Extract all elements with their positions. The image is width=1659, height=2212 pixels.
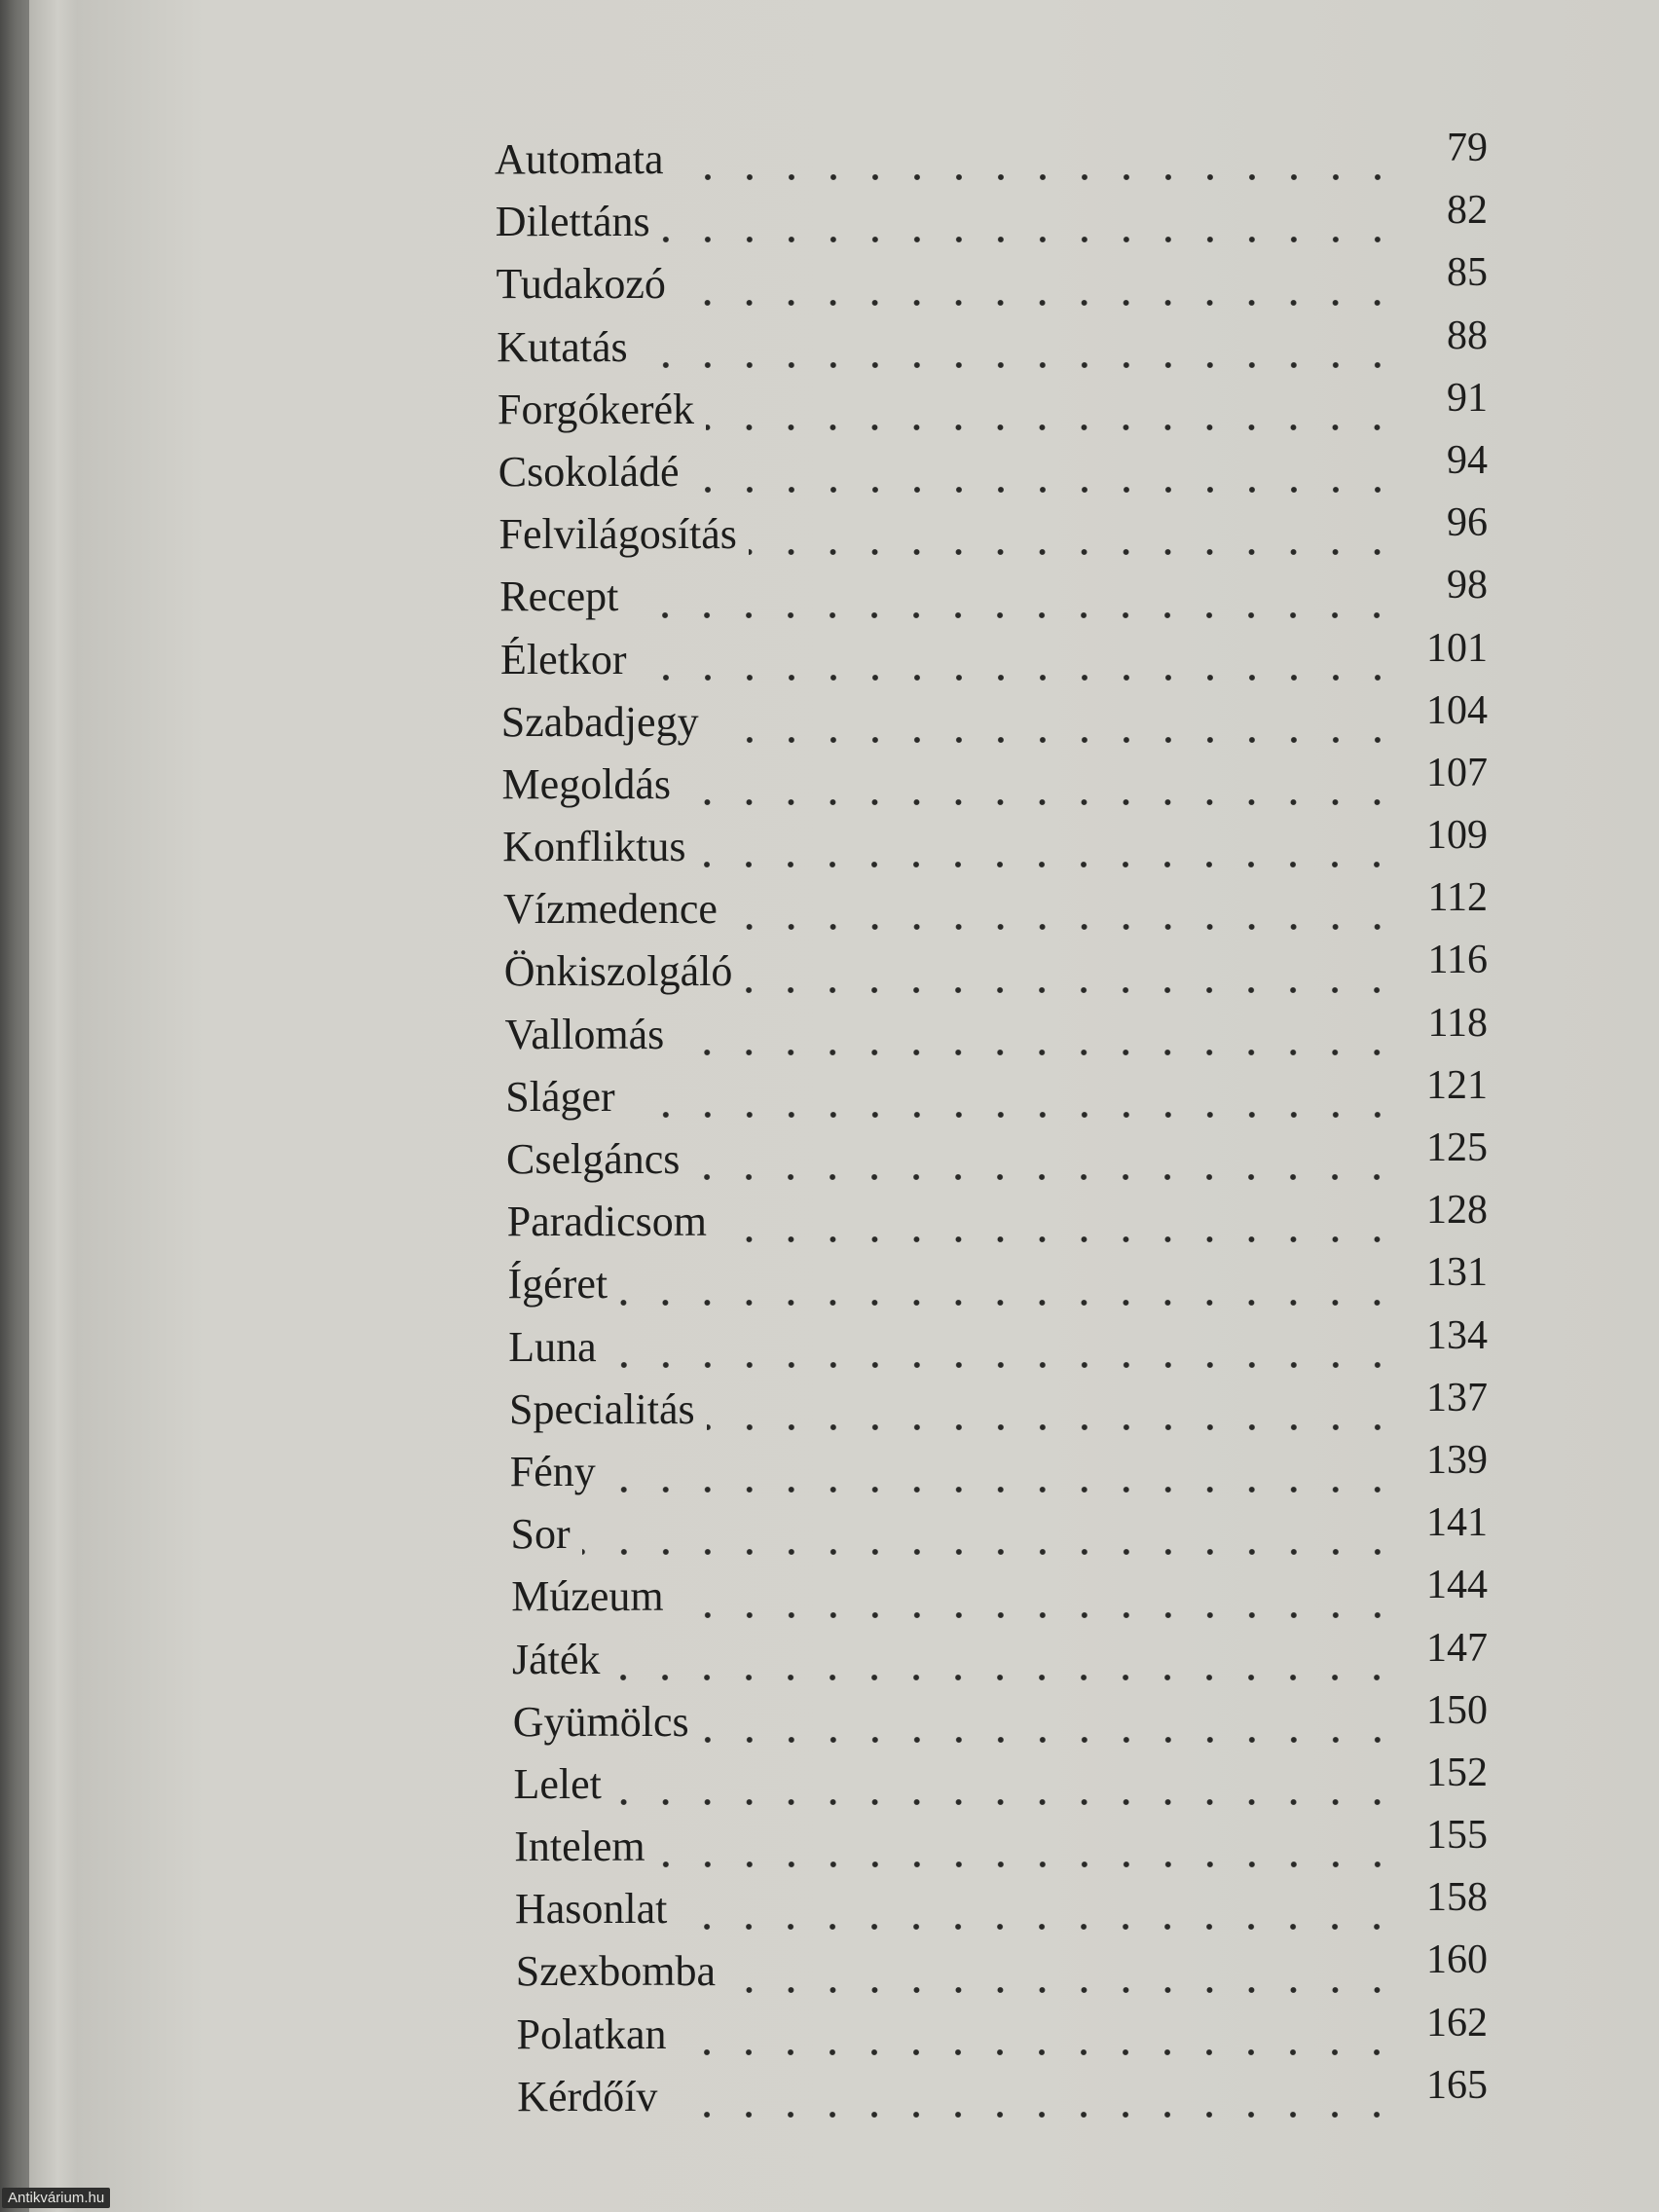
toc-entry (495, 1000, 1488, 1066)
toc-entry-title: Cselgáncs (506, 1135, 681, 1183)
toc-entry-title: Recept (499, 572, 619, 621)
toc-entry (495, 126, 1488, 191)
toc-entry-title: Specialitás (509, 1384, 695, 1433)
toc-entry (495, 1312, 1488, 1379)
toc-entry-page-number: 79 (1447, 126, 1488, 170)
toc-dot-leader (691, 1173, 1398, 1181)
toc-entry-page-number: 107 (1426, 750, 1488, 795)
toc-entry-title: Automata (495, 135, 664, 183)
toc-entry (495, 1937, 1488, 2003)
toc-dot-leader (676, 1049, 1398, 1056)
toc-entry (495, 250, 1488, 315)
toc-entry-title: Sláger (505, 1072, 615, 1121)
toc-dot-leader (676, 1611, 1398, 1619)
toc-entry-page-number: 158 (1426, 1875, 1488, 1921)
toc-entry (495, 1062, 1488, 1128)
toc-entry (495, 1188, 1488, 1253)
toc-dot-leader (697, 861, 1398, 868)
toc-entry-page-number: 147 (1426, 1625, 1488, 1671)
toc-entry-title: Vízmedence (503, 885, 718, 934)
toc-entry-page-number: 98 (1447, 563, 1488, 608)
toc-dot-leader (608, 1361, 1398, 1369)
toc-entry-title: Hasonlat (515, 1885, 668, 1934)
toc-entry-title: Forgókerék (498, 385, 695, 433)
toc-entry-page-number: 165 (1426, 2062, 1488, 2108)
toc-entry-title: Megoldás (501, 759, 672, 808)
toc-entry-page-number: 101 (1426, 625, 1488, 671)
toc-entry-page-number: 91 (1447, 375, 1488, 421)
toc-entry (495, 1563, 1488, 1628)
toc-dot-leader (582, 1548, 1398, 1556)
toc-entry-page-number: 160 (1426, 1937, 1488, 1983)
toc-dot-leader (701, 1736, 1398, 1744)
toc-entry-page-number: 104 (1426, 687, 1488, 733)
toc-entry (495, 625, 1488, 691)
toc-entry-page-number: 128 (1426, 1188, 1488, 1234)
toc-entry-title: Csokoládé (498, 447, 680, 496)
toc-entry-page-number: 85 (1447, 250, 1488, 296)
toc-entry (495, 750, 1488, 816)
toc-dot-leader (608, 1486, 1398, 1493)
toc-entry-title: Dilettáns (495, 198, 650, 246)
toc-entry (495, 313, 1488, 379)
toc-dot-leader (657, 1861, 1398, 1868)
toc-entry-title: Vallomás (504, 1010, 665, 1058)
toc-entry (495, 1125, 1488, 1191)
toc-entry-page-number: 137 (1426, 1375, 1488, 1420)
toc-entry (495, 2000, 1488, 2066)
toc-entry (495, 1250, 1488, 1315)
toc-entry (495, 1687, 1488, 1753)
toc-entry-page-number: 116 (1427, 938, 1488, 983)
toc-entry-title: Szabadjegy (500, 697, 699, 746)
toc-entry-page-number: 152 (1426, 1750, 1488, 1795)
toc-dot-leader (613, 1798, 1398, 1806)
toc-entry-title: Fény (509, 1447, 596, 1495)
toc-entry-title: Sor (510, 1510, 571, 1559)
toc-dot-leader (676, 173, 1398, 181)
toc-entry-page-number: 141 (1426, 1500, 1488, 1546)
toc-entry (495, 375, 1488, 441)
toc-entry-page-number: 139 (1426, 1437, 1488, 1483)
toc-dot-leader (611, 1674, 1398, 1681)
toc-dot-leader (749, 548, 1398, 556)
toc-entry-title: Ígéret (507, 1260, 608, 1309)
toc-dot-leader (707, 1423, 1398, 1431)
toc-entry (495, 1750, 1488, 1816)
toc-dot-leader (711, 736, 1398, 744)
toc-entry-page-number: 162 (1426, 2000, 1488, 2046)
toc-entry (495, 1437, 1488, 1503)
toc-dot-leader (669, 2111, 1398, 2119)
toc-entry-title: Kutatás (497, 322, 628, 371)
toc-entry (495, 437, 1488, 503)
toc-entry-page-number: 121 (1426, 1062, 1488, 1108)
toc-entry-title: Luna (508, 1322, 597, 1371)
toc-entry-page-number: 96 (1447, 500, 1488, 546)
toc-entry-title: Gyümölcs (512, 1697, 689, 1746)
toc-entry-title: Tudakozó (496, 260, 666, 309)
toc-entry-title: Múzeum (511, 1572, 664, 1621)
toc-entry-title: Szexbomba (515, 1947, 717, 1996)
toc-dot-leader (679, 1923, 1398, 1931)
watermark: Antikvárium.hu (2, 2188, 110, 2208)
toc-entry-page-number: 144 (1426, 1563, 1488, 1608)
toc-entry (495, 563, 1488, 628)
toc-dot-leader (729, 923, 1398, 931)
toc-entry (495, 875, 1488, 940)
toc-entry (495, 813, 1488, 878)
toc-dot-leader (630, 611, 1398, 619)
toc-dot-leader (678, 299, 1398, 307)
toc-entry-title: Önkiszolgáló (503, 947, 733, 996)
toc-dot-leader (706, 424, 1398, 431)
toc-entry-page-number: 118 (1427, 1000, 1488, 1046)
toc-entry (495, 2062, 1488, 2128)
toc-entry-title: Felvilágosítás (498, 510, 737, 559)
toc-entry-title: Életkor (500, 635, 627, 683)
toc-dot-leader (639, 674, 1398, 682)
table-of-contents (495, 126, 1488, 2128)
toc-dot-leader (691, 486, 1398, 494)
toc-dot-leader (640, 361, 1398, 369)
toc-entry-page-number: 82 (1447, 188, 1488, 234)
toc-entry (495, 1500, 1488, 1566)
toc-dot-leader (678, 2048, 1398, 2056)
toc-dot-leader (744, 986, 1398, 994)
toc-entry-title: Játék (512, 1635, 601, 1683)
toc-entry-title: Konfliktus (502, 823, 686, 871)
toc-entry-title: Polatkan (516, 2009, 667, 2058)
toc-entry-page-number: 155 (1426, 1813, 1488, 1859)
toc-entry (495, 940, 1488, 1003)
toc-entry (495, 1875, 1488, 1940)
toc-entry-page-number: 125 (1426, 1125, 1488, 1170)
toc-entry (495, 188, 1488, 253)
toc-entry-page-number: 109 (1426, 813, 1488, 859)
toc-dot-leader (719, 1235, 1398, 1243)
toc-dot-leader (662, 236, 1398, 243)
toc-entry-page-number: 112 (1427, 875, 1488, 921)
toc-entry-page-number: 131 (1426, 1250, 1488, 1296)
toc-entry-page-number: 134 (1426, 1312, 1488, 1358)
toc-entry-title: Intelem (514, 1823, 645, 1871)
toc-entry-page-number: 94 (1447, 437, 1488, 483)
toc-entry (495, 687, 1488, 754)
toc-dot-leader (727, 1986, 1398, 1994)
toc-entry-page-number: 88 (1447, 313, 1488, 358)
toc-entry (495, 1813, 1488, 1878)
toc-entry-title: Kérdőív (517, 2072, 658, 2120)
toc-entry-title: Lelet (513, 1759, 602, 1808)
toc-entry-page-number: 150 (1426, 1687, 1488, 1733)
toc-dot-leader (619, 1299, 1398, 1307)
toc-dot-leader (627, 1111, 1398, 1119)
toc-entry (495, 1375, 1488, 1441)
toc-dot-leader (682, 798, 1398, 806)
toc-entry (495, 1625, 1488, 1691)
toc-entry (495, 500, 1488, 566)
toc-entry-title: Paradicsom (506, 1198, 708, 1246)
